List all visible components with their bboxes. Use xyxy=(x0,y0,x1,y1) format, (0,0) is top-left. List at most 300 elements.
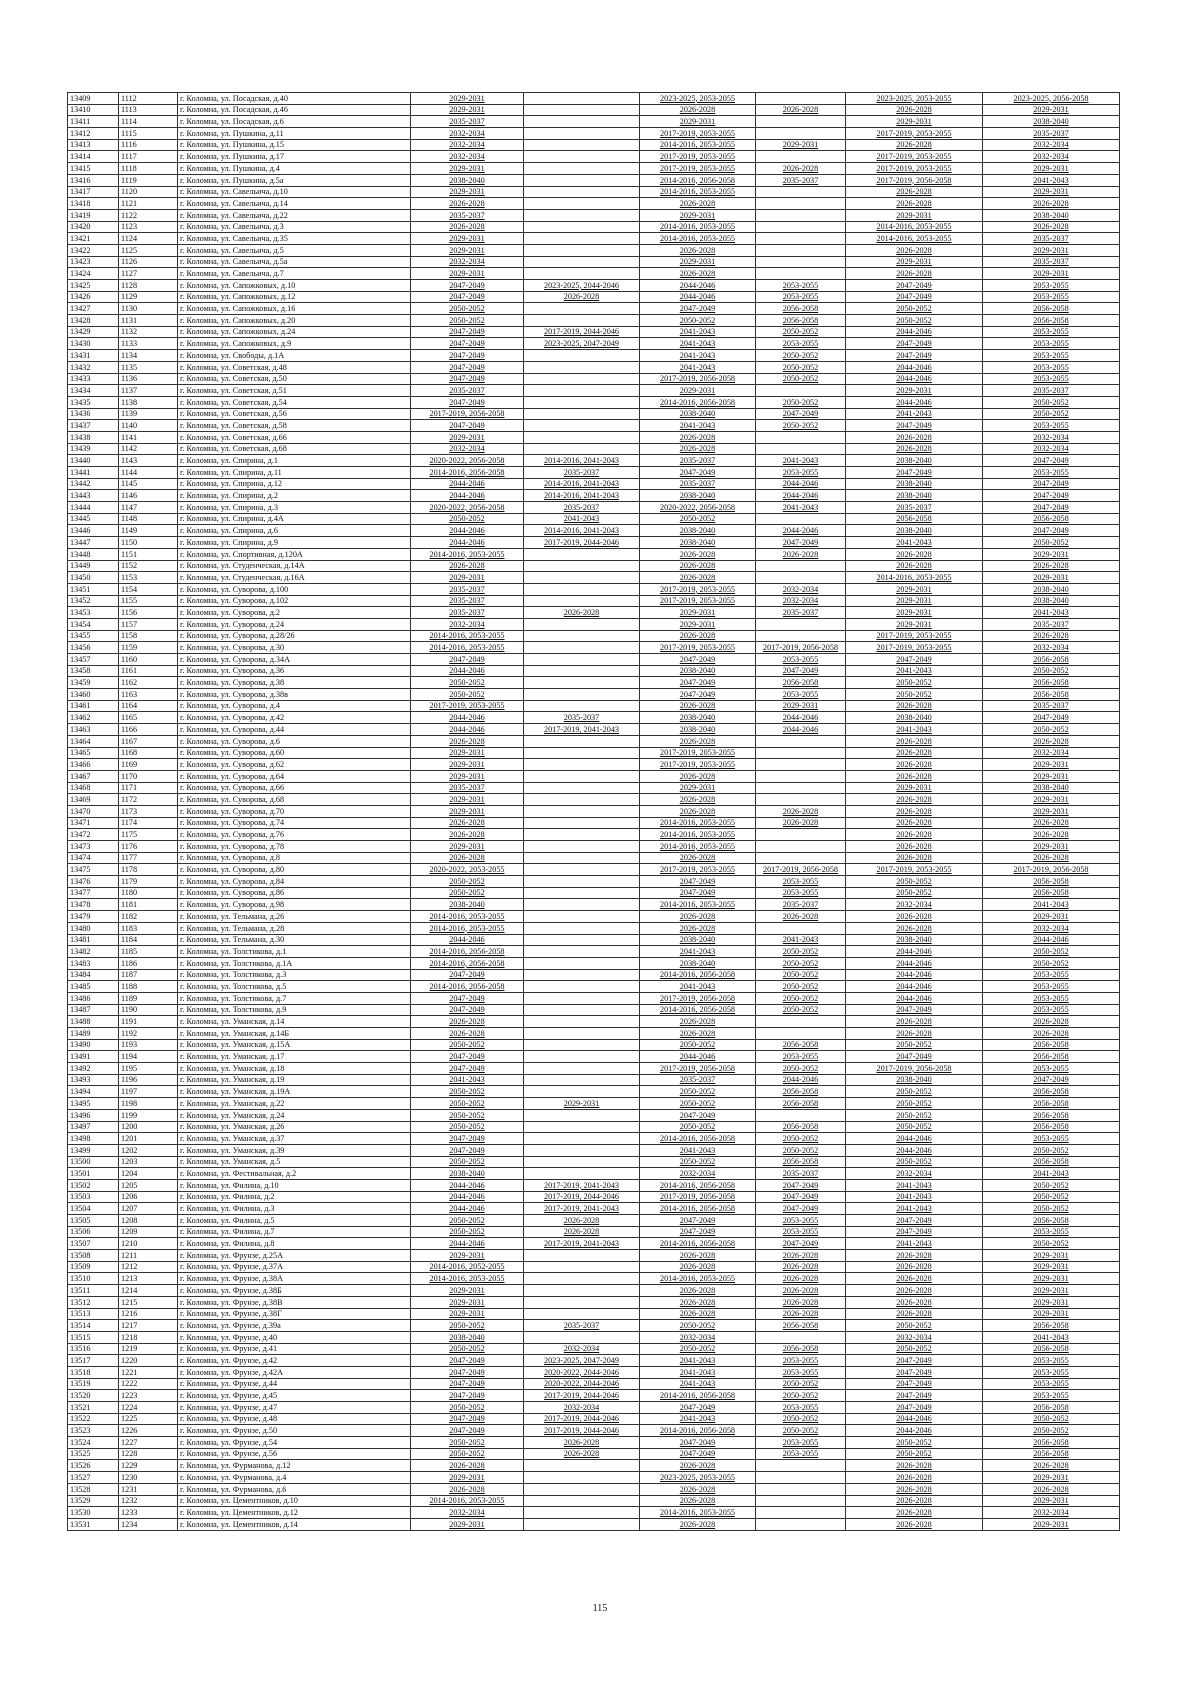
term-4-cell: 2050-2052 xyxy=(756,1390,846,1402)
row-number-cell: 13446 xyxy=(68,525,119,537)
house-number-cell: 1121 xyxy=(119,198,178,210)
term-5-cell: 2026-2028 xyxy=(846,1507,983,1519)
table-row xyxy=(68,841,1120,853)
row-number-cell: 13471 xyxy=(68,817,119,829)
house-number-cell: 1198 xyxy=(119,1098,178,1110)
term-4-cell: 2035-2037 xyxy=(756,1168,846,1180)
house-number-cell: 1160 xyxy=(119,654,178,666)
address-cell: г. Коломна, ул. Сапожковых, д.9 xyxy=(178,338,411,350)
term-4-cell xyxy=(756,1109,846,1121)
term-4-cell xyxy=(756,572,846,584)
table-row xyxy=(68,1215,1120,1227)
term-2-cell xyxy=(524,572,640,584)
address-cell: г. Коломна, ул. Суворова, д.76 xyxy=(178,829,411,841)
house-number-cell: 1176 xyxy=(119,841,178,853)
term-4-cell: 2050-2052 xyxy=(756,969,846,981)
term-5-cell: 2044-2046 xyxy=(846,1425,983,1437)
address-cell: г. Коломна, ул. Суворова, д.2 xyxy=(178,607,411,619)
term-4-cell: 2056-2058 xyxy=(756,1320,846,1332)
term-4-cell: 2029-2031 xyxy=(756,139,846,151)
row-number-cell: 13501 xyxy=(68,1168,119,1180)
address-cell: г. Коломна, ул. Советская, д.50 xyxy=(178,373,411,385)
term-6-cell: 2056-2058 xyxy=(983,689,1120,701)
term-6-cell: 2029-2031 xyxy=(983,841,1120,853)
term-5-cell: 2047-2049 xyxy=(846,1390,983,1402)
house-number-cell: 1126 xyxy=(119,256,178,268)
term-5-cell: 2017-2019, 2053-2055 xyxy=(846,151,983,163)
house-number-cell: 1212 xyxy=(119,1261,178,1273)
address-cell: г. Коломна, ул. Уманская, д.18 xyxy=(178,1063,411,1075)
term-4-cell xyxy=(756,618,846,630)
term-6-cell: 2026-2028 xyxy=(983,817,1120,829)
term-2-cell xyxy=(524,1250,640,1262)
house-number-cell: 1159 xyxy=(119,642,178,654)
term-1-cell: 2047-2049 xyxy=(411,291,524,303)
term-1-cell: 2047-2049 xyxy=(411,992,524,1004)
term-2-cell: 2017-2019, 2041-2043 xyxy=(524,1238,640,1250)
table-row xyxy=(68,1413,1120,1425)
table-row xyxy=(68,922,1120,934)
term-1-cell: 2047-2049 xyxy=(411,361,524,373)
row-number-cell: 13453 xyxy=(68,607,119,619)
term-6-cell: 2029-2031 xyxy=(983,1250,1120,1262)
row-number-cell: 13445 xyxy=(68,513,119,525)
house-number-cell: 1133 xyxy=(119,338,178,350)
house-number-cell: 1112 xyxy=(119,93,178,105)
row-number-cell: 13431 xyxy=(68,350,119,362)
term-4-cell: 2032-2034 xyxy=(756,595,846,607)
term-6-cell: 2050-2052 xyxy=(983,1425,1120,1437)
term-5-cell: 2041-2043 xyxy=(846,1179,983,1191)
term-4-cell: 2050-2052 xyxy=(756,350,846,362)
address-cell: г. Коломна, ул. Суворова, д.34А xyxy=(178,654,411,666)
term-2-cell: 2017-2019, 2044-2046 xyxy=(524,1413,640,1425)
row-number-cell: 13500 xyxy=(68,1156,119,1168)
term-4-cell: 2044-2046 xyxy=(756,712,846,724)
address-cell: г. Коломна, ул. Уманская, д.24 xyxy=(178,1109,411,1121)
house-number-cell: 1195 xyxy=(119,1063,178,1075)
term-4-cell: 2041-2043 xyxy=(756,455,846,467)
address-cell: г. Коломна, ул. Пушкина, д.4 xyxy=(178,163,411,175)
term-4-cell: 2041-2043 xyxy=(756,502,846,514)
term-3-cell: 2017-2019, 2053-2055 xyxy=(640,864,756,876)
house-number-cell: 1164 xyxy=(119,700,178,712)
row-number-cell: 13522 xyxy=(68,1413,119,1425)
row-number-cell: 13468 xyxy=(68,782,119,794)
address-cell: г. Коломна, ул. Тельмана, д.26 xyxy=(178,911,411,923)
term-1-cell: 2032-2034 xyxy=(411,443,524,455)
row-number-cell: 13430 xyxy=(68,338,119,350)
table-row xyxy=(68,1074,1120,1086)
term-5-cell: 2029-2031 xyxy=(846,607,983,619)
term-1-cell: 2035-2037 xyxy=(411,209,524,221)
term-4-cell: 2053-2055 xyxy=(756,1051,846,1063)
term-2-cell: 2020-2022, 2044-2046 xyxy=(524,1378,640,1390)
term-3-cell: 2014-2016, 2053-2055 xyxy=(640,221,756,233)
term-1-cell: 2035-2037 xyxy=(411,116,524,128)
row-number-cell: 13494 xyxy=(68,1086,119,1098)
address-cell: г. Коломна, ул. Суворова, д.66 xyxy=(178,782,411,794)
term-5-cell: 2056-2058 xyxy=(846,513,983,525)
term-4-cell: 2056-2058 xyxy=(756,1156,846,1168)
term-3-cell: 2047-2049 xyxy=(640,467,756,479)
term-1-cell: 2044-2046 xyxy=(411,1191,524,1203)
term-2-cell xyxy=(524,630,640,642)
address-cell: г. Коломна, ул. Фрунзе, д.54 xyxy=(178,1437,411,1449)
term-5-cell: 2017-2019, 2053-2055 xyxy=(846,864,983,876)
term-1-cell: 2029-2031 xyxy=(411,233,524,245)
address-cell: г. Коломна, ул. Суворова, д.8 xyxy=(178,852,411,864)
address-cell: г. Коломна, ул. Пушкина, д.5а xyxy=(178,174,411,186)
table-row xyxy=(68,992,1120,1004)
term-1-cell: 2017-2019, 2053-2055 xyxy=(411,700,524,712)
house-number-cell: 1210 xyxy=(119,1238,178,1250)
address-cell: г. Коломна, ул. Посадская, д.40 xyxy=(178,93,411,105)
house-number-cell: 1118 xyxy=(119,163,178,175)
term-4-cell xyxy=(756,268,846,280)
term-6-cell: 2050-2052 xyxy=(983,396,1120,408)
term-4-cell: 2056-2058 xyxy=(756,303,846,315)
table-row xyxy=(68,116,1120,128)
term-6-cell: 2053-2055 xyxy=(983,467,1120,479)
row-number-cell: 13495 xyxy=(68,1098,119,1110)
term-1-cell: 2032-2034 xyxy=(411,128,524,140)
house-number-cell: 1216 xyxy=(119,1308,178,1320)
house-number-cell: 1220 xyxy=(119,1355,178,1367)
table-row xyxy=(68,689,1120,701)
term-4-cell xyxy=(756,770,846,782)
term-2-cell: 2032-2034 xyxy=(524,1402,640,1414)
term-1-cell: 2029-2031 xyxy=(411,572,524,584)
term-4-cell xyxy=(756,151,846,163)
row-number-cell: 13478 xyxy=(68,899,119,911)
term-1-cell: 2026-2028 xyxy=(411,829,524,841)
term-3-cell: 2017-2019, 2056-2058 xyxy=(640,992,756,1004)
term-3-cell: 2017-2019, 2056-2058 xyxy=(640,373,756,385)
term-1-cell: 2029-2031 xyxy=(411,93,524,105)
address-cell: г. Коломна, ул. Савельича, д.14 xyxy=(178,198,411,210)
address-cell: г. Коломна, ул. Толстикова, д.1А xyxy=(178,957,411,969)
term-4-cell xyxy=(756,1518,846,1530)
term-5-cell: 2047-2049 xyxy=(846,291,983,303)
term-4-cell: 2053-2055 xyxy=(756,1226,846,1238)
term-6-cell: 2032-2034 xyxy=(983,431,1120,443)
term-3-cell: 2050-2052 xyxy=(640,1039,756,1051)
term-6-cell: 2041-2043 xyxy=(983,174,1120,186)
term-2-cell xyxy=(524,829,640,841)
address-cell: г. Коломна, ул. Суворова, д.98 xyxy=(178,899,411,911)
table-row xyxy=(68,128,1120,140)
term-1-cell: 2050-2052 xyxy=(411,1226,524,1238)
house-number-cell: 1145 xyxy=(119,478,178,490)
term-2-cell xyxy=(524,805,640,817)
term-3-cell: 2026-2028 xyxy=(640,1028,756,1040)
term-2-cell xyxy=(524,946,640,958)
term-4-cell: 2044-2046 xyxy=(756,724,846,736)
term-6-cell: 2029-2031 xyxy=(983,1273,1120,1285)
term-3-cell: 2026-2028 xyxy=(640,735,756,747)
term-5-cell: 2047-2049 xyxy=(846,1004,983,1016)
term-6-cell: 2029-2031 xyxy=(983,1518,1120,1530)
term-4-cell: 2026-2028 xyxy=(756,548,846,560)
house-number-cell: 1207 xyxy=(119,1203,178,1215)
term-2-cell xyxy=(524,700,640,712)
term-1-cell: 2026-2028 xyxy=(411,1028,524,1040)
address-cell: г. Коломна, ул. Савельича, д.35 xyxy=(178,233,411,245)
table-row xyxy=(68,198,1120,210)
table-row xyxy=(68,1296,1120,1308)
term-2-cell xyxy=(524,116,640,128)
address-cell: г. Коломна, ул. Суворова, д.28/26 xyxy=(178,630,411,642)
term-6-cell: 2029-2031 xyxy=(983,548,1120,560)
term-1-cell: 2050-2052 xyxy=(411,303,524,315)
address-cell: г. Коломна, ул. Фурманова, д.12 xyxy=(178,1460,411,1472)
term-6-cell: 2038-2040 xyxy=(983,116,1120,128)
term-5-cell: 2014-2016, 2053-2055 xyxy=(846,221,983,233)
row-number-cell: 13449 xyxy=(68,560,119,572)
term-2-cell xyxy=(524,268,640,280)
house-number-cell: 1219 xyxy=(119,1343,178,1355)
term-2-cell xyxy=(524,385,640,397)
term-4-cell: 2026-2028 xyxy=(756,1308,846,1320)
term-3-cell: 2026-2028 xyxy=(640,548,756,560)
term-4-cell: 2026-2028 xyxy=(756,163,846,175)
term-1-cell: 2026-2028 xyxy=(411,817,524,829)
term-2-cell xyxy=(524,992,640,1004)
address-cell: г. Коломна, ул. Спирина, д.12 xyxy=(178,478,411,490)
term-1-cell: 2017-2019, 2056-2058 xyxy=(411,408,524,420)
term-5-cell: 2050-2052 xyxy=(846,1121,983,1133)
address-cell: г. Коломна, ул. Суворова, д.62 xyxy=(178,759,411,771)
row-number-cell: 13413 xyxy=(68,139,119,151)
term-6-cell: 2032-2034 xyxy=(983,1507,1120,1519)
term-1-cell: 2026-2028 xyxy=(411,198,524,210)
term-4-cell: 2041-2043 xyxy=(756,934,846,946)
term-2-cell: 2026-2028 xyxy=(524,607,640,619)
term-2-cell: 2023-2025, 2047-2049 xyxy=(524,1355,640,1367)
term-4-cell xyxy=(756,1472,846,1484)
term-2-cell xyxy=(524,361,640,373)
term-3-cell: 2017-2019, 2053-2055 xyxy=(640,642,756,654)
term-2-cell: 2014-2016, 2041-2043 xyxy=(524,455,640,467)
term-6-cell: 2023-2025, 2056-2058 xyxy=(983,93,1120,105)
row-number-cell: 13521 xyxy=(68,1402,119,1414)
house-number-cell: 1137 xyxy=(119,385,178,397)
term-1-cell: 2050-2052 xyxy=(411,677,524,689)
table-row xyxy=(68,1168,1120,1180)
term-1-cell: 2029-2031 xyxy=(411,431,524,443)
row-number-cell: 13458 xyxy=(68,665,119,677)
house-number-cell: 1165 xyxy=(119,712,178,724)
term-4-cell xyxy=(756,198,846,210)
term-1-cell: 2029-2031 xyxy=(411,1250,524,1262)
term-4-cell xyxy=(756,443,846,455)
term-3-cell: 2026-2028 xyxy=(640,770,756,782)
term-5-cell: 2017-2019, 2053-2055 xyxy=(846,630,983,642)
term-1-cell: 2029-2031 xyxy=(411,759,524,771)
term-3-cell: 2050-2052 xyxy=(640,315,756,327)
term-1-cell: 2047-2049 xyxy=(411,1366,524,1378)
house-number-cell: 1151 xyxy=(119,548,178,560)
term-2-cell xyxy=(524,209,640,221)
address-cell: г. Коломна, ул. Суворова, д.78 xyxy=(178,841,411,853)
term-6-cell: 2029-2031 xyxy=(983,1472,1120,1484)
term-1-cell: 2026-2028 xyxy=(411,1483,524,1495)
term-4-cell: 2053-2055 xyxy=(756,1437,846,1449)
house-number-cell: 1199 xyxy=(119,1109,178,1121)
house-number-cell: 1217 xyxy=(119,1320,178,1332)
term-1-cell: 2047-2049 xyxy=(411,1051,524,1063)
row-number-cell: 13427 xyxy=(68,303,119,315)
house-number-cell: 1132 xyxy=(119,326,178,338)
row-number-cell: 13448 xyxy=(68,548,119,560)
table-row xyxy=(68,899,1120,911)
address-cell: г. Коломна, ул. Посадская, д.46 xyxy=(178,104,411,116)
table-row xyxy=(68,420,1120,432)
term-2-cell xyxy=(524,595,640,607)
table-row xyxy=(68,724,1120,736)
house-number-cell: 1197 xyxy=(119,1086,178,1098)
house-number-cell: 1140 xyxy=(119,420,178,432)
row-number-cell: 13486 xyxy=(68,992,119,1004)
table-row xyxy=(68,665,1120,677)
term-4-cell: 2053-2055 xyxy=(756,887,846,899)
term-5-cell: 2026-2028 xyxy=(846,911,983,923)
table-row xyxy=(68,1051,1120,1063)
term-5-cell: 2023-2025, 2053-2055 xyxy=(846,93,983,105)
term-5-cell: 2032-2034 xyxy=(846,1331,983,1343)
term-4-cell: 2050-2052 xyxy=(756,1133,846,1145)
term-2-cell: 2026-2028 xyxy=(524,1448,640,1460)
address-cell: г. Коломна, ул. Толстикова, д.5 xyxy=(178,981,411,993)
house-number-cell: 1201 xyxy=(119,1133,178,1145)
address-cell: г. Коломна, ул. Советская, д.48 xyxy=(178,361,411,373)
house-number-cell: 1122 xyxy=(119,209,178,221)
term-1-cell: 2050-2052 xyxy=(411,1039,524,1051)
house-number-cell: 1152 xyxy=(119,560,178,572)
term-5-cell: 2029-2031 xyxy=(846,583,983,595)
table-row xyxy=(68,1378,1120,1390)
term-5-cell: 2044-2046 xyxy=(846,1144,983,1156)
term-2-cell xyxy=(524,1004,640,1016)
term-2-cell xyxy=(524,443,640,455)
term-6-cell: 2026-2028 xyxy=(983,198,1120,210)
term-2-cell xyxy=(524,794,640,806)
term-2-cell xyxy=(524,1016,640,1028)
row-number-cell: 13479 xyxy=(68,911,119,923)
row-number-cell: 13442 xyxy=(68,478,119,490)
term-5-cell: 2014-2016, 2053-2055 xyxy=(846,233,983,245)
term-5-cell: 2029-2031 xyxy=(846,385,983,397)
term-5-cell: 2026-2028 xyxy=(846,852,983,864)
table-row xyxy=(68,1063,1120,1075)
address-cell: г. Коломна, ул. Спортивная, д.120А xyxy=(178,548,411,560)
term-2-cell xyxy=(524,934,640,946)
term-6-cell: 2056-2058 xyxy=(983,1098,1120,1110)
term-6-cell: 2026-2028 xyxy=(983,829,1120,841)
term-6-cell: 2053-2055 xyxy=(983,1390,1120,1402)
term-4-cell: 2053-2055 xyxy=(756,1355,846,1367)
house-number-cell: 1206 xyxy=(119,1191,178,1203)
term-5-cell: 2041-2043 xyxy=(846,1238,983,1250)
term-5-cell: 2050-2052 xyxy=(846,1448,983,1460)
term-1-cell: 2044-2046 xyxy=(411,525,524,537)
term-1-cell: 2029-2031 xyxy=(411,841,524,853)
term-5-cell: 2044-2046 xyxy=(846,946,983,958)
term-3-cell: 2047-2049 xyxy=(640,689,756,701)
house-number-cell: 1116 xyxy=(119,139,178,151)
term-4-cell: 2056-2058 xyxy=(756,1121,846,1133)
term-2-cell xyxy=(524,899,640,911)
term-4-cell: 2050-2052 xyxy=(756,957,846,969)
term-3-cell: 2017-2019, 2053-2055 xyxy=(640,128,756,140)
term-5-cell: 2050-2052 xyxy=(846,1086,983,1098)
term-4-cell xyxy=(756,233,846,245)
address-cell: г. Коломна, ул. Спирина, д.4А xyxy=(178,513,411,525)
table-row xyxy=(68,1121,1120,1133)
term-1-cell: 2047-2049 xyxy=(411,1004,524,1016)
term-5-cell: 2044-2046 xyxy=(846,992,983,1004)
term-2-cell: 2017-2019, 2044-2046 xyxy=(524,1425,640,1437)
row-number-cell: 13460 xyxy=(68,689,119,701)
address-cell: г. Коломна, ул. Фрунзе, д.42 xyxy=(178,1355,411,1367)
term-6-cell: 2053-2055 xyxy=(983,1378,1120,1390)
address-cell: г. Коломна, ул. Суворова, д.100 xyxy=(178,583,411,595)
house-number-cell: 1127 xyxy=(119,268,178,280)
term-5-cell: 2044-2046 xyxy=(846,1133,983,1145)
term-3-cell: 2026-2028 xyxy=(640,443,756,455)
term-4-cell: 2032-2034 xyxy=(756,583,846,595)
term-4-cell: 2026-2028 xyxy=(756,817,846,829)
term-6-cell: 2026-2028 xyxy=(983,852,1120,864)
term-5-cell: 2029-2031 xyxy=(846,209,983,221)
house-number-cell: 1172 xyxy=(119,794,178,806)
house-number-cell: 1174 xyxy=(119,817,178,829)
term-6-cell: 2026-2028 xyxy=(983,630,1120,642)
address-cell: г. Коломна, ул. Уманская, д.17 xyxy=(178,1051,411,1063)
term-1-cell: 2050-2052 xyxy=(411,1343,524,1355)
address-cell: г. Коломна, ул. Суворова, д.44 xyxy=(178,724,411,736)
term-6-cell: 2035-2037 xyxy=(983,385,1120,397)
address-cell: г. Коломна, ул. Пушкина, д.15 xyxy=(178,139,411,151)
row-number-cell: 13433 xyxy=(68,373,119,385)
term-5-cell: 2044-2046 xyxy=(846,957,983,969)
term-5-cell: 2026-2028 xyxy=(846,1460,983,1472)
term-3-cell: 2029-2031 xyxy=(640,116,756,128)
address-cell: г. Коломна, ул. Уманская, д.19 xyxy=(178,1074,411,1086)
term-3-cell: 2050-2052 xyxy=(640,1086,756,1098)
term-3-cell: 2014-2016, 2056-2058 xyxy=(640,1133,756,1145)
term-5-cell: 2017-2019, 2053-2055 xyxy=(846,642,983,654)
address-cell: г. Коломна, ул. Цементников, д.10 xyxy=(178,1495,411,1507)
table-row xyxy=(68,1144,1120,1156)
term-6-cell: 2029-2031 xyxy=(983,572,1120,584)
term-3-cell: 2017-2019, 2056-2058 xyxy=(640,1191,756,1203)
row-number-cell: 13518 xyxy=(68,1366,119,1378)
term-6-cell: 2029-2031 xyxy=(983,911,1120,923)
term-6-cell: 2029-2031 xyxy=(983,759,1120,771)
term-4-cell: 2056-2058 xyxy=(756,677,846,689)
term-3-cell: 2014-2016, 2056-2058 xyxy=(640,1179,756,1191)
term-1-cell: 2029-2031 xyxy=(411,1518,524,1530)
term-5-cell: 2047-2049 xyxy=(846,1215,983,1227)
address-cell: г. Коломна, ул. Фрунзе, д.38Г xyxy=(178,1308,411,1320)
term-1-cell: 2029-2031 xyxy=(411,104,524,116)
term-3-cell: 2050-2052 xyxy=(640,1098,756,1110)
address-cell: г. Коломна, ул. Спирина, д.2 xyxy=(178,490,411,502)
term-2-cell xyxy=(524,1074,640,1086)
term-2-cell: 2017-2019, 2041-2043 xyxy=(524,1179,640,1191)
